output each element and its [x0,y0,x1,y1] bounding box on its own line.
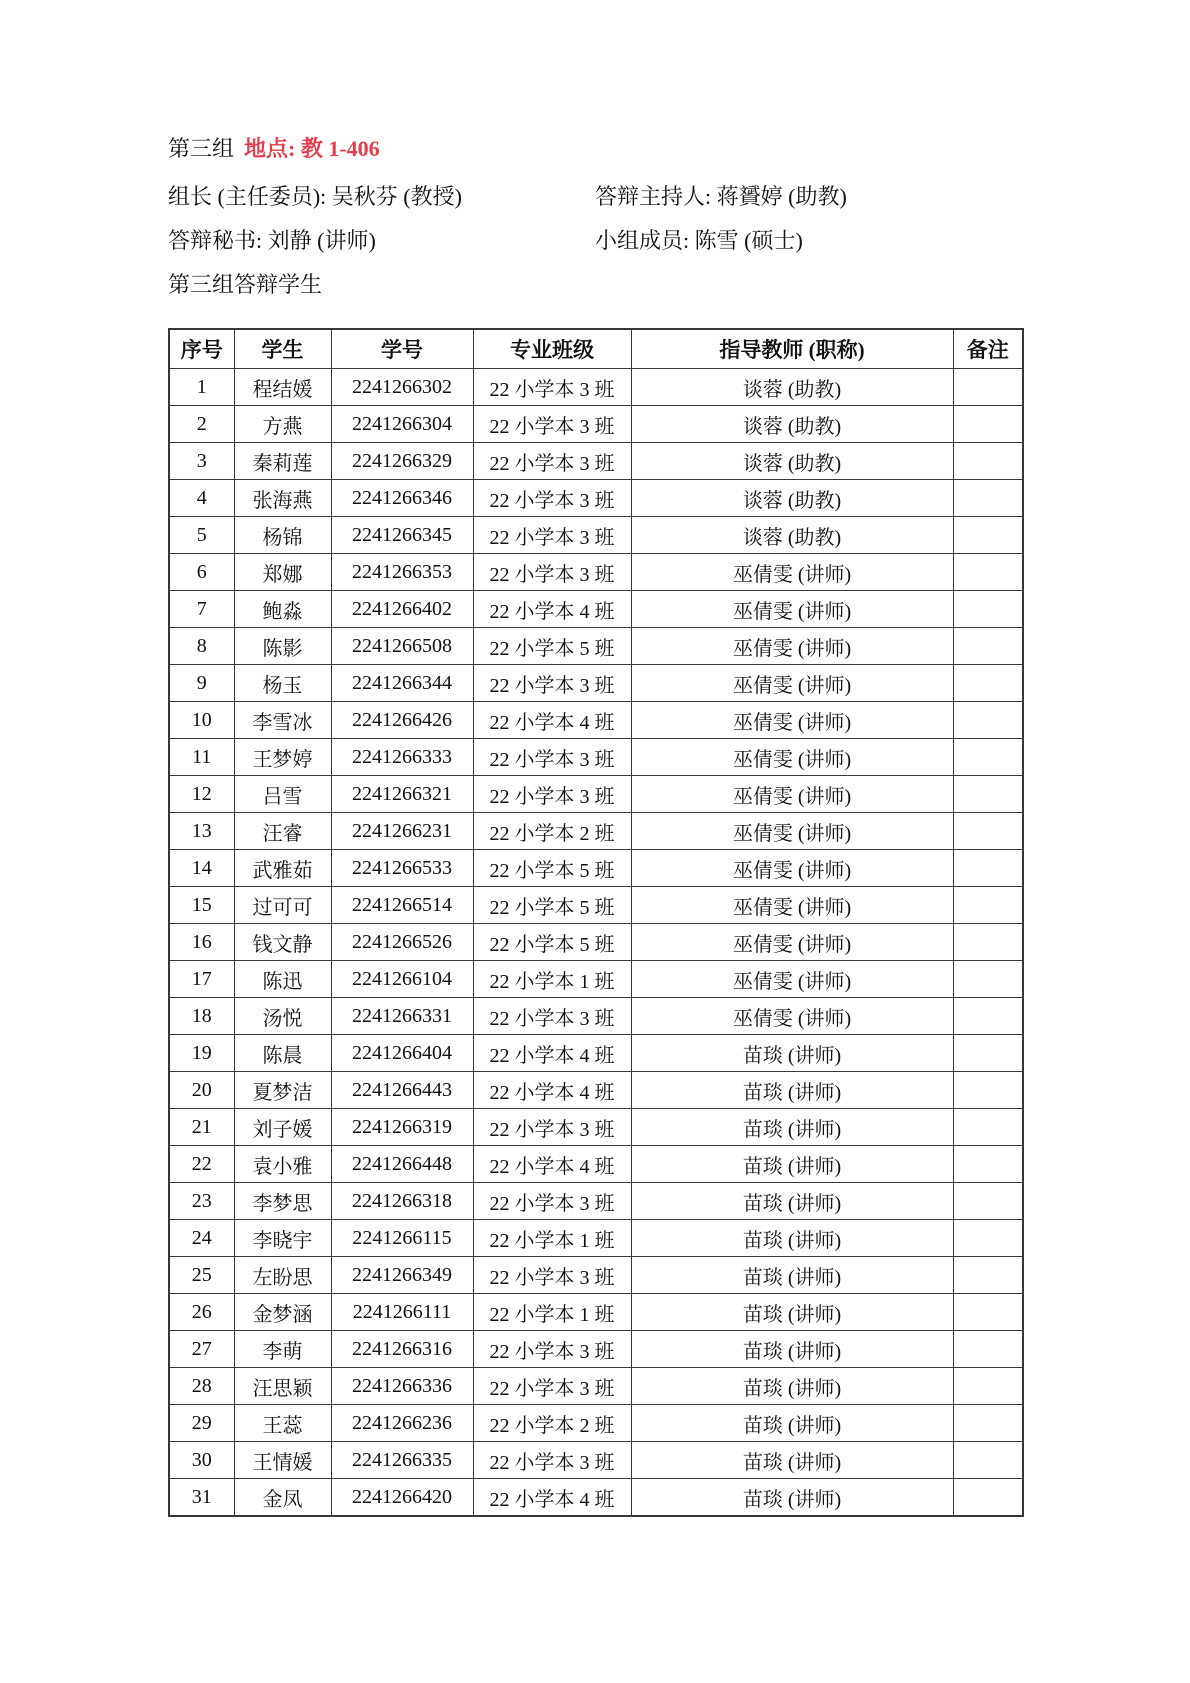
cell-remark [953,665,1023,702]
cell-advisor: 苗琰 (讲师) [631,1257,953,1294]
cell-student-id: 2241266420 [331,1479,473,1517]
cell-advisor: 巫倩雯 (讲师) [631,702,953,739]
cell-class: 22 小学本 3 班 [473,998,631,1035]
cell-class: 22 小学本 4 班 [473,1072,631,1109]
col-header-advisor: 指导教师 (职称) [631,329,953,369]
col-header-class: 专业班级 [473,329,631,369]
cell-class: 22 小学本 1 班 [473,961,631,998]
cell-advisor: 苗琰 (讲师) [631,1072,953,1109]
cell-index: 23 [169,1183,234,1220]
cell-student: 汪睿 [234,813,331,850]
cell-student-id: 2241266302 [331,369,473,406]
cell-index: 2 [169,406,234,443]
cell-student-id: 2241266404 [331,1035,473,1072]
cell-remark [953,517,1023,554]
cell-advisor: 苗琰 (讲师) [631,1331,953,1368]
cell-index: 17 [169,961,234,998]
cell-student-id: 2241266335 [331,1442,473,1479]
cell-index: 20 [169,1072,234,1109]
cell-student: 张海燕 [234,480,331,517]
cell-student-id: 2241266321 [331,776,473,813]
cell-remark [953,887,1023,924]
cell-remark [953,1442,1023,1479]
cell-student-id: 2241266443 [331,1072,473,1109]
cell-student-id: 2241266115 [331,1220,473,1257]
cell-class: 22 小学本 5 班 [473,887,631,924]
cell-student-id: 2241266346 [331,480,473,517]
cell-class: 22 小学本 3 班 [473,554,631,591]
cell-advisor: 巫倩雯 (讲师) [631,554,953,591]
cell-index: 9 [169,665,234,702]
cell-class: 22 小学本 5 班 [473,628,631,665]
cell-class: 22 小学本 4 班 [473,1479,631,1517]
cell-student: 郑娜 [234,554,331,591]
location-label: 地点: 教 1-406 [244,136,380,161]
cell-index: 21 [169,1109,234,1146]
cell-advisor: 巫倩雯 (讲师) [631,813,953,850]
students-table [168,328,1024,1517]
cell-index: 1 [169,369,234,406]
cell-index: 27 [169,1331,234,1368]
cell-index: 22 [169,1146,234,1183]
table-row [169,369,1023,406]
cell-student-id: 2241266318 [331,1183,473,1220]
table-row [169,961,1023,998]
cell-advisor: 巫倩雯 (讲师) [631,887,953,924]
cell-student: 汪思颖 [234,1368,331,1405]
col-header-student-id: 学号 [331,329,473,369]
cell-index: 24 [169,1220,234,1257]
cell-remark [953,591,1023,628]
cell-index: 18 [169,998,234,1035]
cell-remark [953,776,1023,813]
table-row [169,702,1023,739]
cell-student-id: 2241266349 [331,1257,473,1294]
cell-advisor: 苗琰 (讲师) [631,1442,953,1479]
group-member-text: 小组成员: 陈雪 (硕士) [595,228,803,253]
cell-student-id: 2241266533 [331,850,473,887]
cell-student-id: 2241266333 [331,739,473,776]
cell-remark [953,554,1023,591]
table-caption: 第三组答辩学生 [168,272,323,297]
cell-advisor: 谈蓉 (助教) [631,443,953,480]
cell-index: 8 [169,628,234,665]
cell-remark [953,739,1023,776]
cell-remark [953,1257,1023,1294]
cell-student: 陈迅 [234,961,331,998]
cell-student-id: 2241266231 [331,813,473,850]
cell-remark [953,628,1023,665]
table-row [169,517,1023,554]
cell-remark [953,924,1023,961]
table-row [169,628,1023,665]
cell-index: 10 [169,702,234,739]
cell-index: 30 [169,1442,234,1479]
cell-student-id: 2241266111 [331,1294,473,1331]
table-row [169,1146,1023,1183]
cell-index: 19 [169,1035,234,1072]
cell-student: 左盼思 [234,1257,331,1294]
table-header-row [169,329,1023,369]
cell-advisor: 苗琰 (讲师) [631,1183,953,1220]
cell-student-id: 2241266353 [331,554,473,591]
cell-student: 吕雪 [234,776,331,813]
cell-student-id: 2241266345 [331,517,473,554]
cell-advisor: 苗琰 (讲师) [631,1109,953,1146]
cell-advisor: 苗琰 (讲师) [631,1035,953,1072]
table-row [169,776,1023,813]
cell-class: 22 小学本 3 班 [473,369,631,406]
cell-student: 夏梦洁 [234,1072,331,1109]
cell-class: 22 小学本 4 班 [473,1146,631,1183]
committee-line-2 [168,228,1022,254]
cell-remark [953,1183,1023,1220]
cell-advisor: 苗琰 (讲师) [631,1146,953,1183]
cell-index: 13 [169,813,234,850]
cell-student: 李梦思 [234,1183,331,1220]
table-row [169,406,1023,443]
table-row [169,850,1023,887]
table-row [169,1442,1023,1479]
cell-student: 秦莉莲 [234,443,331,480]
cell-remark [953,443,1023,480]
cell-student: 杨锦 [234,517,331,554]
table-row [169,1183,1023,1220]
cell-student: 杨玉 [234,665,331,702]
cell-student: 李晓宇 [234,1220,331,1257]
cell-class: 22 小学本 1 班 [473,1220,631,1257]
cell-index: 7 [169,591,234,628]
cell-student: 陈晨 [234,1035,331,1072]
cell-student-id: 2241266329 [331,443,473,480]
cell-class: 22 小学本 2 班 [473,1405,631,1442]
cell-class: 22 小学本 4 班 [473,702,631,739]
cell-class: 22 小学本 3 班 [473,1183,631,1220]
cell-class: 22 小学本 3 班 [473,1442,631,1479]
cell-student-id: 2241266508 [331,628,473,665]
cell-student-id: 2241266236 [331,1405,473,1442]
cell-student: 汤悦 [234,998,331,1035]
cell-class: 22 小学本 3 班 [473,1109,631,1146]
cell-student-id: 2241266448 [331,1146,473,1183]
cell-student-id: 2241266104 [331,961,473,998]
cell-index: 4 [169,480,234,517]
cell-remark [953,1035,1023,1072]
cell-advisor: 巫倩雯 (讲师) [631,739,953,776]
cell-remark [953,1072,1023,1109]
cell-index: 31 [169,1479,234,1517]
cell-index: 12 [169,776,234,813]
committee-chair-text: 组长 (主任委员): 吴秋芬 (教授) [168,184,462,209]
defense-host-text: 答辩主持人: 蒋贇婷 (助教) [595,184,847,209]
table-row [169,813,1023,850]
cell-remark [953,1405,1023,1442]
cell-student-id: 2241266336 [331,1368,473,1405]
cell-advisor: 谈蓉 (助教) [631,406,953,443]
cell-class: 22 小学本 5 班 [473,850,631,887]
cell-student: 王梦婷 [234,739,331,776]
cell-remark [953,1109,1023,1146]
table-row [169,1368,1023,1405]
cell-advisor: 苗琰 (讲师) [631,1220,953,1257]
cell-advisor: 巫倩雯 (讲师) [631,628,953,665]
col-header-remark: 备注 [953,329,1023,369]
defense-secretary-text: 答辩秘书: 刘静 (讲师) [168,228,376,253]
table-row [169,1479,1023,1517]
cell-index: 16 [169,924,234,961]
cell-student: 金梦涵 [234,1294,331,1331]
cell-student: 李雪冰 [234,702,331,739]
cell-class: 22 小学本 3 班 [473,406,631,443]
table-body [169,369,1023,1517]
table-row [169,1109,1023,1146]
cell-class: 22 小学本 4 班 [473,1035,631,1072]
group-location-line [168,136,1022,162]
cell-remark [953,702,1023,739]
cell-index: 11 [169,739,234,776]
table-row [169,887,1023,924]
cell-student-id: 2241266316 [331,1331,473,1368]
cell-remark [953,1146,1023,1183]
cell-student: 王蕊 [234,1405,331,1442]
cell-remark [953,1294,1023,1331]
cell-remark [953,406,1023,443]
table-row [169,998,1023,1035]
cell-class: 22 小学本 1 班 [473,1294,631,1331]
cell-student-id: 2241266344 [331,665,473,702]
table-row [169,443,1023,480]
cell-advisor: 苗琰 (讲师) [631,1479,953,1517]
cell-index: 25 [169,1257,234,1294]
cell-student-id: 2241266304 [331,406,473,443]
table-row [169,591,1023,628]
cell-advisor: 巫倩雯 (讲师) [631,998,953,1035]
cell-student: 李萌 [234,1331,331,1368]
cell-advisor: 巫倩雯 (讲师) [631,961,953,998]
cell-class: 22 小学本 3 班 [473,665,631,702]
cell-student: 刘子媛 [234,1109,331,1146]
cell-student-id: 2241266426 [331,702,473,739]
cell-index: 26 [169,1294,234,1331]
cell-class: 22 小学本 2 班 [473,813,631,850]
cell-remark [953,850,1023,887]
cell-remark [953,1368,1023,1405]
cell-class: 22 小学本 3 班 [473,443,631,480]
cell-class: 22 小学本 3 班 [473,480,631,517]
cell-student-id: 2241266402 [331,591,473,628]
cell-student: 鲍淼 [234,591,331,628]
cell-student: 钱文静 [234,924,331,961]
cell-advisor: 苗琰 (讲师) [631,1405,953,1442]
cell-student: 武雅茹 [234,850,331,887]
cell-advisor: 苗琰 (讲师) [631,1294,953,1331]
cell-index: 3 [169,443,234,480]
cell-student: 过可可 [234,887,331,924]
cell-advisor: 巫倩雯 (讲师) [631,850,953,887]
cell-student: 陈影 [234,628,331,665]
cell-index: 29 [169,1405,234,1442]
cell-class: 22 小学本 3 班 [473,1368,631,1405]
cell-class: 22 小学本 3 班 [473,1257,631,1294]
cell-advisor: 苗琰 (讲师) [631,1368,953,1405]
table-row [169,1331,1023,1368]
cell-advisor: 巫倩雯 (讲师) [631,665,953,702]
table-row [169,1294,1023,1331]
cell-remark [953,480,1023,517]
cell-student-id: 2241266526 [331,924,473,961]
table-row [169,665,1023,702]
cell-remark [953,961,1023,998]
cell-index: 6 [169,554,234,591]
table-row [169,1072,1023,1109]
table-row [169,739,1023,776]
cell-advisor: 谈蓉 (助教) [631,517,953,554]
cell-remark [953,1479,1023,1517]
cell-student: 程结媛 [234,369,331,406]
table-row [169,1220,1023,1257]
table-row [169,1035,1023,1072]
cell-remark [953,1331,1023,1368]
cell-class: 22 小学本 3 班 [473,776,631,813]
cell-index: 14 [169,850,234,887]
cell-student-id: 2241266319 [331,1109,473,1146]
table-row [169,924,1023,961]
cell-class: 22 小学本 5 班 [473,924,631,961]
cell-student: 王情媛 [234,1442,331,1479]
cell-advisor: 谈蓉 (助教) [631,480,953,517]
document-page [168,136,1022,1517]
cell-class: 22 小学本 4 班 [473,591,631,628]
committee-line-1 [168,184,1022,210]
cell-advisor: 巫倩雯 (讲师) [631,924,953,961]
cell-advisor: 巫倩雯 (讲师) [631,591,953,628]
cell-advisor: 巫倩雯 (讲师) [631,776,953,813]
cell-remark [953,813,1023,850]
group-title: 第三组 [168,136,235,161]
col-header-student: 学生 [234,329,331,369]
cell-student: 袁小雅 [234,1146,331,1183]
table-row [169,480,1023,517]
table-row [169,1405,1023,1442]
cell-class: 22 小学本 3 班 [473,739,631,776]
cell-advisor: 谈蓉 (助教) [631,369,953,406]
cell-index: 5 [169,517,234,554]
cell-student-id: 2241266331 [331,998,473,1035]
cell-student-id: 2241266514 [331,887,473,924]
cell-index: 15 [169,887,234,924]
table-row [169,1257,1023,1294]
cell-class: 22 小学本 3 班 [473,1331,631,1368]
cell-index: 28 [169,1368,234,1405]
cell-student: 金凤 [234,1479,331,1517]
cell-remark [953,1220,1023,1257]
table-row [169,554,1023,591]
cell-remark [953,998,1023,1035]
col-header-index: 序号 [169,329,234,369]
cell-student: 方燕 [234,406,331,443]
cell-class: 22 小学本 3 班 [473,517,631,554]
cell-remark [953,369,1023,406]
